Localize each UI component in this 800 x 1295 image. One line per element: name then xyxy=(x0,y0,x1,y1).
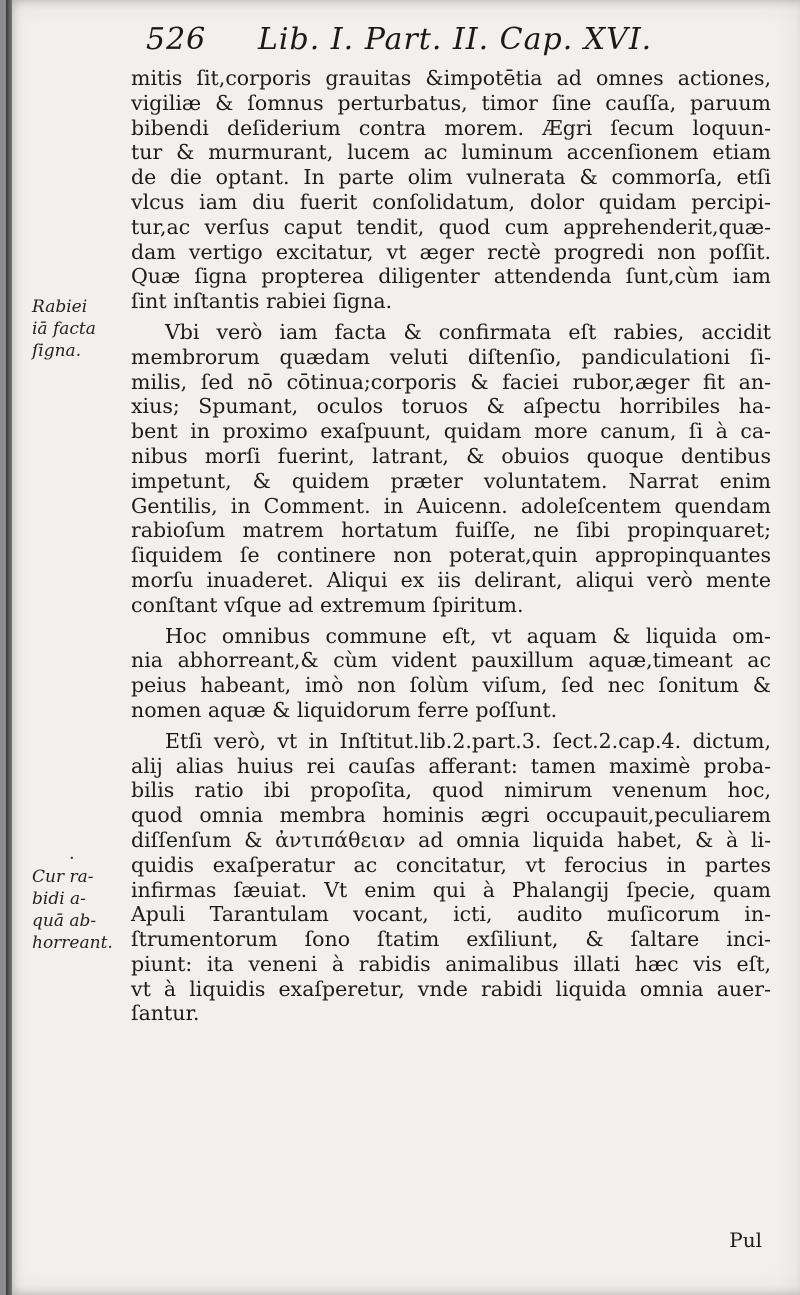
margin-note-line: Rabiei xyxy=(32,297,88,317)
text-line: bent in proximo exaſpuunt, quidam more canum, ſi à ca- xyxy=(131,419,771,444)
margin-note-line: horreant. xyxy=(32,933,113,953)
text-line: ſiquidem ſe continere non poterat,quin appropinquantes xyxy=(131,543,771,568)
text-line: piunt: ita veneni à rabidis animalibus illati hæc vis eſt, xyxy=(131,951,771,976)
text-line: Hoc omnibus commune eſt, vt aquam & liquida om- xyxy=(165,623,771,648)
text-line: vt à liquidis exaſperetur, vnde rabidi liquida omnia auer- xyxy=(131,976,771,1001)
text-line: quod omnia membra hominis ægri occupauit,peculiarem xyxy=(131,803,771,828)
text-line: bilis ratio ibi propoſita, quod nimirum venenum hoc, xyxy=(131,778,771,803)
margin-note-rabies-signs xyxy=(32,296,96,362)
text-line: alij alias huius rei cauſas afferant: tamen maximè proba- xyxy=(131,753,771,778)
text-line: xius; Spumant, oculos toruos & aſpectu horribiles ha- xyxy=(131,394,771,419)
book-page xyxy=(6,0,800,1295)
text-line: Apuli Tarantulam vocant, icti, audito muſicorum in- xyxy=(131,902,771,927)
text-line: vigiliæ & ſomnus perturbatus, timor ſine cauſſa, paruum xyxy=(131,90,771,115)
text-line: milis, ſed nō cōtinua;corporis & faciei rubor,æger fit an- xyxy=(131,369,771,394)
text-line: diſſenſum & ἀντιπάθειαν ad omnia liquida habet, & à li- xyxy=(131,827,771,852)
catchword: Pul xyxy=(729,1228,762,1252)
gutter-shadow xyxy=(6,0,12,1295)
text-line: tur & murmurant, lucem ac luminum accenſionem etiam xyxy=(131,140,771,165)
text-line: ſtrumentorum ſono ſtatim exſiliunt, & ſaltare inci- xyxy=(131,927,771,952)
margin-note-line: iā facta xyxy=(32,319,96,339)
text-line: nibus morſi fuerint, latrant, & obuios quoque dentibus xyxy=(131,443,771,468)
text-line: Vbi verò iam facta & confirmata eſt rabies, accidit xyxy=(165,319,771,344)
chapter-title: Lib. I. Part. II. Cap. XVI. xyxy=(258,22,653,57)
running-head xyxy=(146,22,776,62)
text-line: tur,ac verſus caput tendit, quod cum apprehenderit,quæ- xyxy=(131,214,771,239)
text-line: rabioſum matrem hortatum fuiſſe, ne ſibi propinquaret; xyxy=(131,518,771,543)
text-line: Gentilis, in Comment. in Auicenn. adoleſcentem quendam xyxy=(131,493,771,518)
text-line: conſtant vſque ad extremum ſpiritum. xyxy=(131,592,524,617)
body-text xyxy=(131,66,771,1026)
text-line: Etſi verò, vt in Inſtitut.lib.2.part.3. ſect.2.cap.4. dictum, xyxy=(165,728,771,753)
text-line: mitis ſit,corporis grauitas &impotētia ad omnes actiones, xyxy=(131,66,771,90)
margin-dot: · xyxy=(69,848,75,869)
text-line: bibendi deſiderium contra morem. Ægri ſecum loquun- xyxy=(131,115,771,140)
text-line: impetunt, & quidem præter voluntatem. Narrat enim xyxy=(131,468,771,493)
text-line: de die optant. In parte olim vulnerata & commorſa, etſi xyxy=(131,165,771,190)
margin-note-line: bidi a- xyxy=(32,889,86,909)
text-line: ſint inſtantis rabiei ſigna. xyxy=(131,289,393,314)
text-line: quidis exaſperatur ac concitatur, vt ferocius in partes xyxy=(131,852,771,877)
margin-note-line: quā ab- xyxy=(32,911,97,931)
text-line: membrorum quædam veluti diſtenſio, pandiculationi ſi- xyxy=(131,344,771,369)
margin-note-water-aversion xyxy=(32,866,113,954)
text-line: vlcus iam diu fuerit conſolidatum, dolor quidam percipi- xyxy=(131,189,771,214)
text-line: ſantur. xyxy=(131,1001,200,1026)
margin-note-line: Cur ra- xyxy=(32,867,94,887)
text-line: nia abhorreant,& cùm vident pauxillum aquæ,timeant ac xyxy=(131,648,771,673)
text-line: infirmas ſæuiat. Vt enim qui à Phalangij ſpecie, quam xyxy=(131,877,771,902)
text-line: dam vertigo excitatur, vt æger rectè progredi non poſſit. xyxy=(131,239,771,264)
text-line: peius habeant, imò non ſolùm viſum, ſed nec ſonitum & xyxy=(131,673,771,698)
margin-note-line: ſigna. xyxy=(32,341,82,361)
page-number: 526 xyxy=(146,22,207,57)
text-line: Quæ ſigna propterea diligenter attendenda ſunt,cùm iam xyxy=(131,264,771,289)
text-line: nomen aquæ & liquidorum ferre poſſunt. xyxy=(131,697,558,722)
text-line: morſu inuaderet. Aliqui ex iis delirant, aliqui verò mente xyxy=(131,567,771,592)
